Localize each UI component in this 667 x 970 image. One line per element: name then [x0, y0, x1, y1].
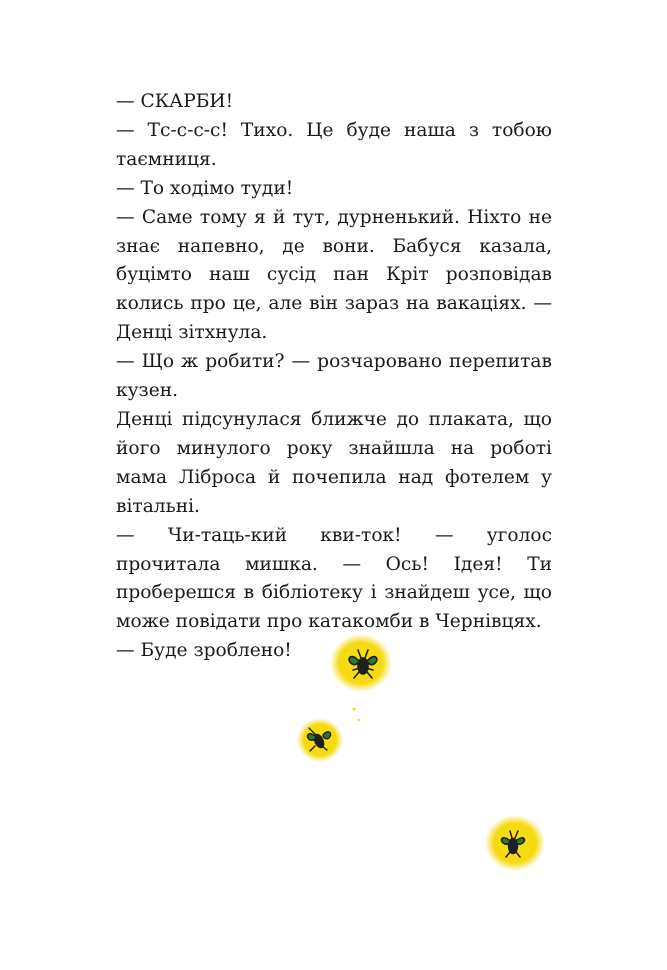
- firefly-icon: [483, 812, 547, 874]
- firefly-icon: [295, 714, 345, 764]
- paragraph-2: — Тс-с-с-с! Тихо. Це буде наша з тобою таємниця.: [116, 119, 552, 170]
- sparkle-icon: [350, 705, 364, 725]
- paragraph-7: — Чи-таць-кий кви-ток! — уголос прочитала мишка. — Ось! Ідея! Ти проберешся в бібліотеку і знайдеш усе, що може повідати про катакомби в Чернівцях.: [116, 524, 552, 633]
- story-text: [116, 88, 552, 666]
- paragraph-4: — Саме тому я й тут, дурненький. Ніхто не знає напевно, де вони. Бабуся казала, буцімто наш сусід пан Кріт розповідав колись про це, але він зараз на вакаціях. — Денці зітхнула.: [116, 206, 552, 344]
- paragraph-5: — Що ж робити? — розчаровано перепитав кузен.: [116, 351, 552, 402]
- paragraph-8: — Буде зроблено!: [116, 640, 292, 662]
- firefly-icon: [328, 630, 394, 694]
- paragraph-3: — То ходімо туди!: [116, 177, 294, 199]
- paragraph-1: — СКАРБИ!: [116, 91, 234, 112]
- paragraph-6: Денці підсунулася ближче до плаката, що його минулого року знайшла на роботі мама Ліброса й почепила над фотелем у вітальні.: [116, 408, 552, 517]
